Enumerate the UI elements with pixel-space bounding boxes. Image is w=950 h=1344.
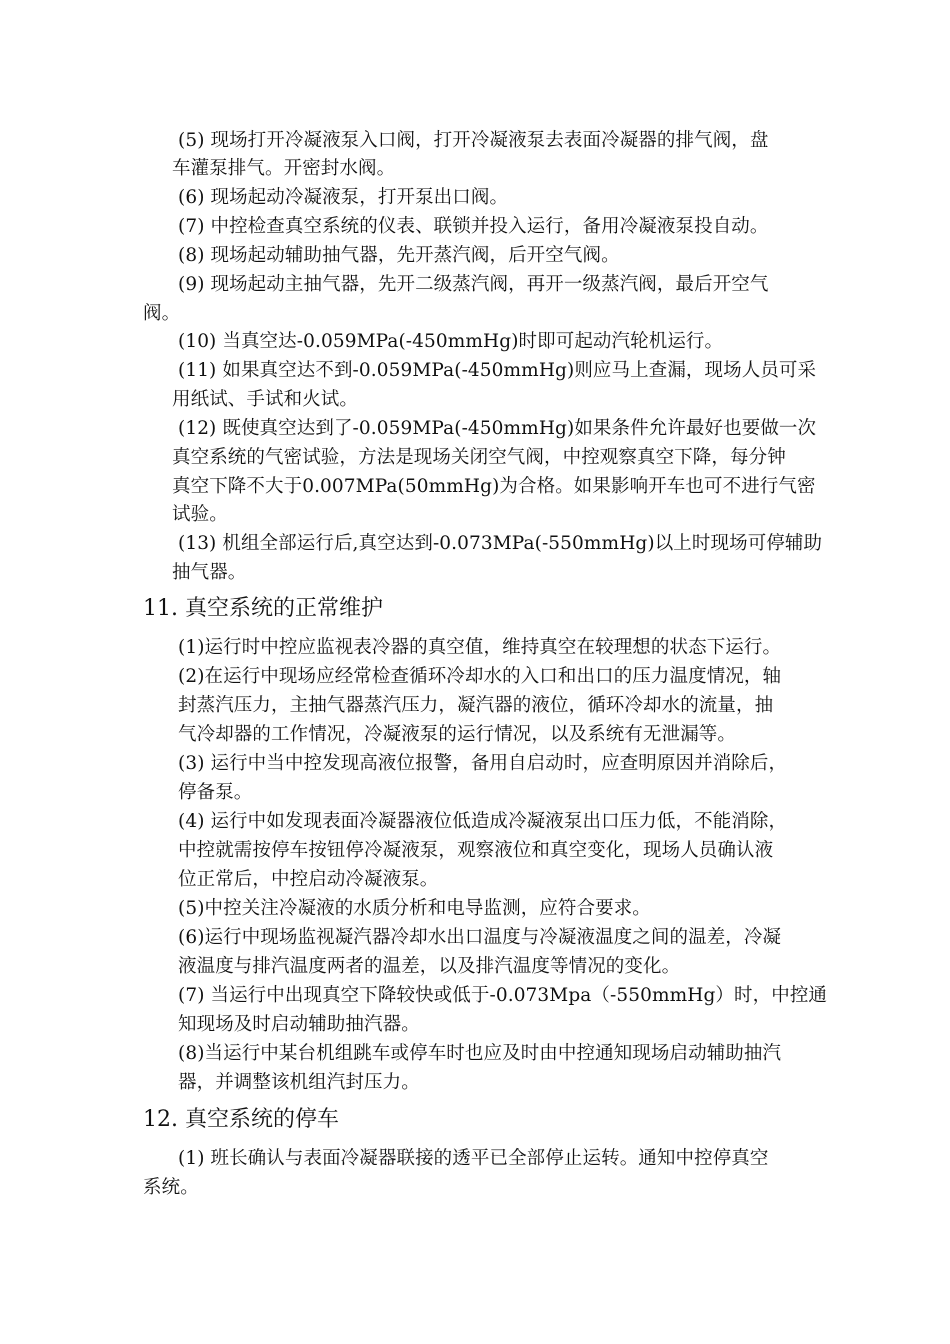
item-12-line-1: (12) 既使真空达到了-0.059MPa(-450mmHg)如果条件允许最好也要做一次 xyxy=(178,418,817,439)
s11-item-2-line-3: 气冷却器的工作情况，冷凝液泵的运行情况，以及系统有无泄漏等。 xyxy=(178,724,737,745)
item-12-line-4: 试验。 xyxy=(172,504,228,525)
s11-item-6-line-1: (6)运行中现场监视凝汽器冷却水出口温度与冷凝液温度之间的温差，冷凝 xyxy=(178,927,782,948)
item-6-line-1: (6) 现场起动冷凝液泵，打开泵出口阀。 xyxy=(178,187,509,208)
section-12-heading: 12. 真空系统的停车 xyxy=(143,1107,339,1132)
s11-item-8-line-1: (8)当运行中某台机组跳车或停车时也应及时由中控通知现场启动辅助抽汽 xyxy=(178,1043,782,1064)
item-9-line-2: 阀。 xyxy=(143,303,181,324)
s11-item-1-line-1: (1)运行时中控应监视表冷器的真空值，维持真空在较理想的状态下运行。 xyxy=(178,637,782,658)
item-9-line-1: (9) 现场起动主抽气器，先开二级蒸汽阀，再开一级蒸汽阀，最后开空气 xyxy=(178,274,769,295)
s11-item-2-line-2: 封蒸汽压力，主抽气器蒸汽压力，凝汽器的液位，循环冷却水的流量，抽 xyxy=(178,695,774,716)
item-5-line-2: 车灌泵排气。开密封水阀。 xyxy=(172,158,396,179)
item-8-line-1: (8) 现场起动辅助抽气器，先开蒸汽阀，后开空气阀。 xyxy=(178,245,620,266)
s11-item-4-line-3: 位正常后，中控启动冷凝液泵。 xyxy=(178,869,439,890)
item-12-line-3: 真空下降不大于0.007MPa(50mmHg)为合格。如果影响开车也可不进行气密 xyxy=(172,476,816,497)
section-11-heading: 11. 真空系统的正常维护 xyxy=(143,596,383,621)
item-7-line-1: (7) 中控检查真空系统的仪表、联锁并投入运行，备用冷凝液泵投自动。 xyxy=(178,216,769,237)
s11-item-6-line-2: 液温度与排汽温度两者的温差，以及排汽温度等情况的变化。 xyxy=(178,956,681,977)
s11-item-4-line-1: (4) 运行中如发现表面冷凝器液位低造成冷凝液泵出口压力低，不能消除， xyxy=(178,811,788,832)
s11-item-7-line-2: 知现场及时启动辅助抽汽器。 xyxy=(178,1014,420,1035)
item-11-line-2: 用纸试、手试和火试。 xyxy=(172,389,359,410)
s11-item-4-line-2: 中控就需按停车按钮停冷凝液泵，观察液位和真空变化，现场人员确认液 xyxy=(178,840,774,861)
item-10-line-1: (10) 当真空达-0.059MPa(-450mmHg)时即可起动汽轮机运行。 xyxy=(178,331,724,352)
item-13-line-1: (13) 机组全部运行后,真空达到-0.073MPa(-550mmHg)以上时现场可停辅助 xyxy=(178,533,823,554)
s11-item-8-line-2: 器，并调整该机组汽封压力。 xyxy=(178,1072,420,1093)
item-11-line-1: (11) 如果真空达不到-0.059MPa(-450mmHg)则应马上查漏，现场人员可采 xyxy=(178,360,817,381)
s11-item-2-line-1: (2)在运行中现场应经常检查循环冷却水的入口和出口的压力温度情况，轴 xyxy=(178,666,782,687)
item-13-line-2: 抽气器。 xyxy=(172,562,247,583)
item-5-line-1: (5) 现场打开冷凝液泵入口阀，打开冷凝液泵去表面冷凝器的排气阀，盘 xyxy=(178,130,769,151)
s11-item-3-line-1: (3) 运行中当中控发现高液位报警，备用自启动时，应查明原因并消除后， xyxy=(178,753,788,774)
item-12-line-2: 真空系统的气密试验，方法是现场关闭空气阀，中控观察真空下降，每分钟 xyxy=(172,447,786,468)
s11-item-7-line-1: (7) 当运行中出现真空下降较快或低于-0.073Mpa（-550mmHg）时，中控通 xyxy=(178,985,828,1006)
s11-item-5-line-1: (5)中控关注冷凝液的水质分析和电导监测，应符合要求。 xyxy=(178,898,651,919)
s12-item-1-line-2: 系统。 xyxy=(143,1177,199,1198)
s12-item-1-line-1: (1) 班长确认与表面冷凝器联接的透平已全部停止运转。通知中控停真空 xyxy=(178,1148,769,1169)
s11-item-3-line-2: 停备泵。 xyxy=(178,782,253,803)
